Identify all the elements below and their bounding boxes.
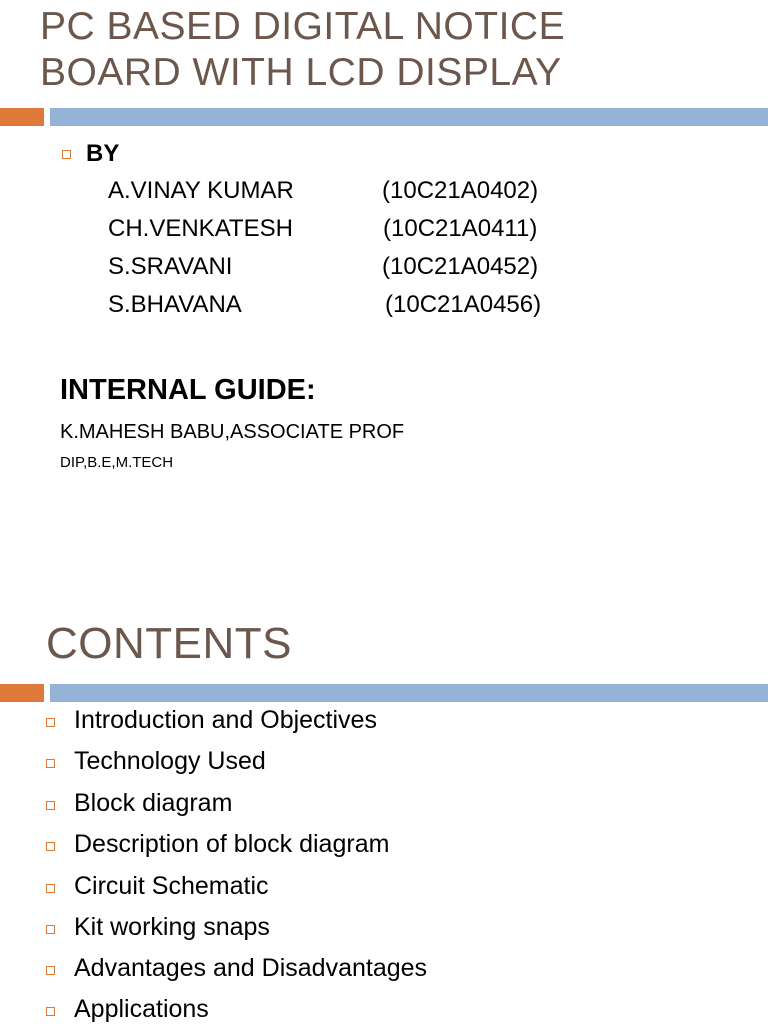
square-bullet-icon — [62, 150, 71, 159]
slide-title — [40, 4, 565, 96]
guide-name: K.MAHESH BABU,ASSOCIATE PROF — [60, 421, 405, 443]
member-name: S.SRAVANI — [108, 253, 233, 280]
square-bullet-icon — [46, 884, 55, 893]
square-bullet-icon — [46, 1007, 55, 1016]
slide-title-line-1: PC BASED DIGITAL NOTICE — [40, 5, 566, 48]
list-item-text: Introduction and Objectives — [74, 706, 377, 734]
member-roll-number: (10C21A0411) — [383, 215, 538, 242]
by-label: BY — [86, 140, 120, 167]
list-item-text: Circuit Schematic — [74, 872, 269, 900]
list-item-text: Advantages and Disadvantages — [74, 954, 428, 982]
member-name: CH.VENKATESH — [108, 215, 293, 242]
list-item-text: Technology Used — [74, 747, 266, 775]
contents-title: CONTENTS — [46, 619, 292, 668]
list-item-text: Kit working snaps — [74, 913, 270, 941]
internal-guide-heading: INTERNAL GUIDE: — [60, 374, 316, 406]
contents-rule-bar — [50, 684, 768, 702]
square-bullet-icon — [46, 925, 55, 934]
member-roll-number: (10C21A0402) — [382, 177, 539, 204]
contents-slide — [0, 600, 768, 1024]
member-name: A.VINAY KUMAR — [108, 177, 294, 204]
square-bullet-icon — [46, 759, 55, 768]
square-bullet-icon — [46, 718, 55, 727]
guide-qualification: DIP,B.E,M.TECH — [60, 454, 174, 471]
member-roll-number: (10C21A0456) — [385, 291, 542, 318]
member-name: S.BHAVANA — [108, 291, 242, 318]
title-rule-accent — [0, 108, 44, 126]
title-rule-bar — [50, 108, 768, 126]
member-roll-number: (10C21A0452) — [382, 253, 539, 280]
list-item-text: Block diagram — [74, 789, 233, 817]
slide-title-line-2: BOARD WITH LCD DISPLAY — [40, 51, 562, 94]
square-bullet-icon — [46, 842, 55, 851]
contents-rule-accent — [0, 684, 44, 702]
list-item-text: Applications — [74, 995, 209, 1023]
square-bullet-icon — [46, 966, 55, 975]
list-item-text: Description of block diagram — [74, 830, 390, 858]
square-bullet-icon — [46, 801, 55, 810]
